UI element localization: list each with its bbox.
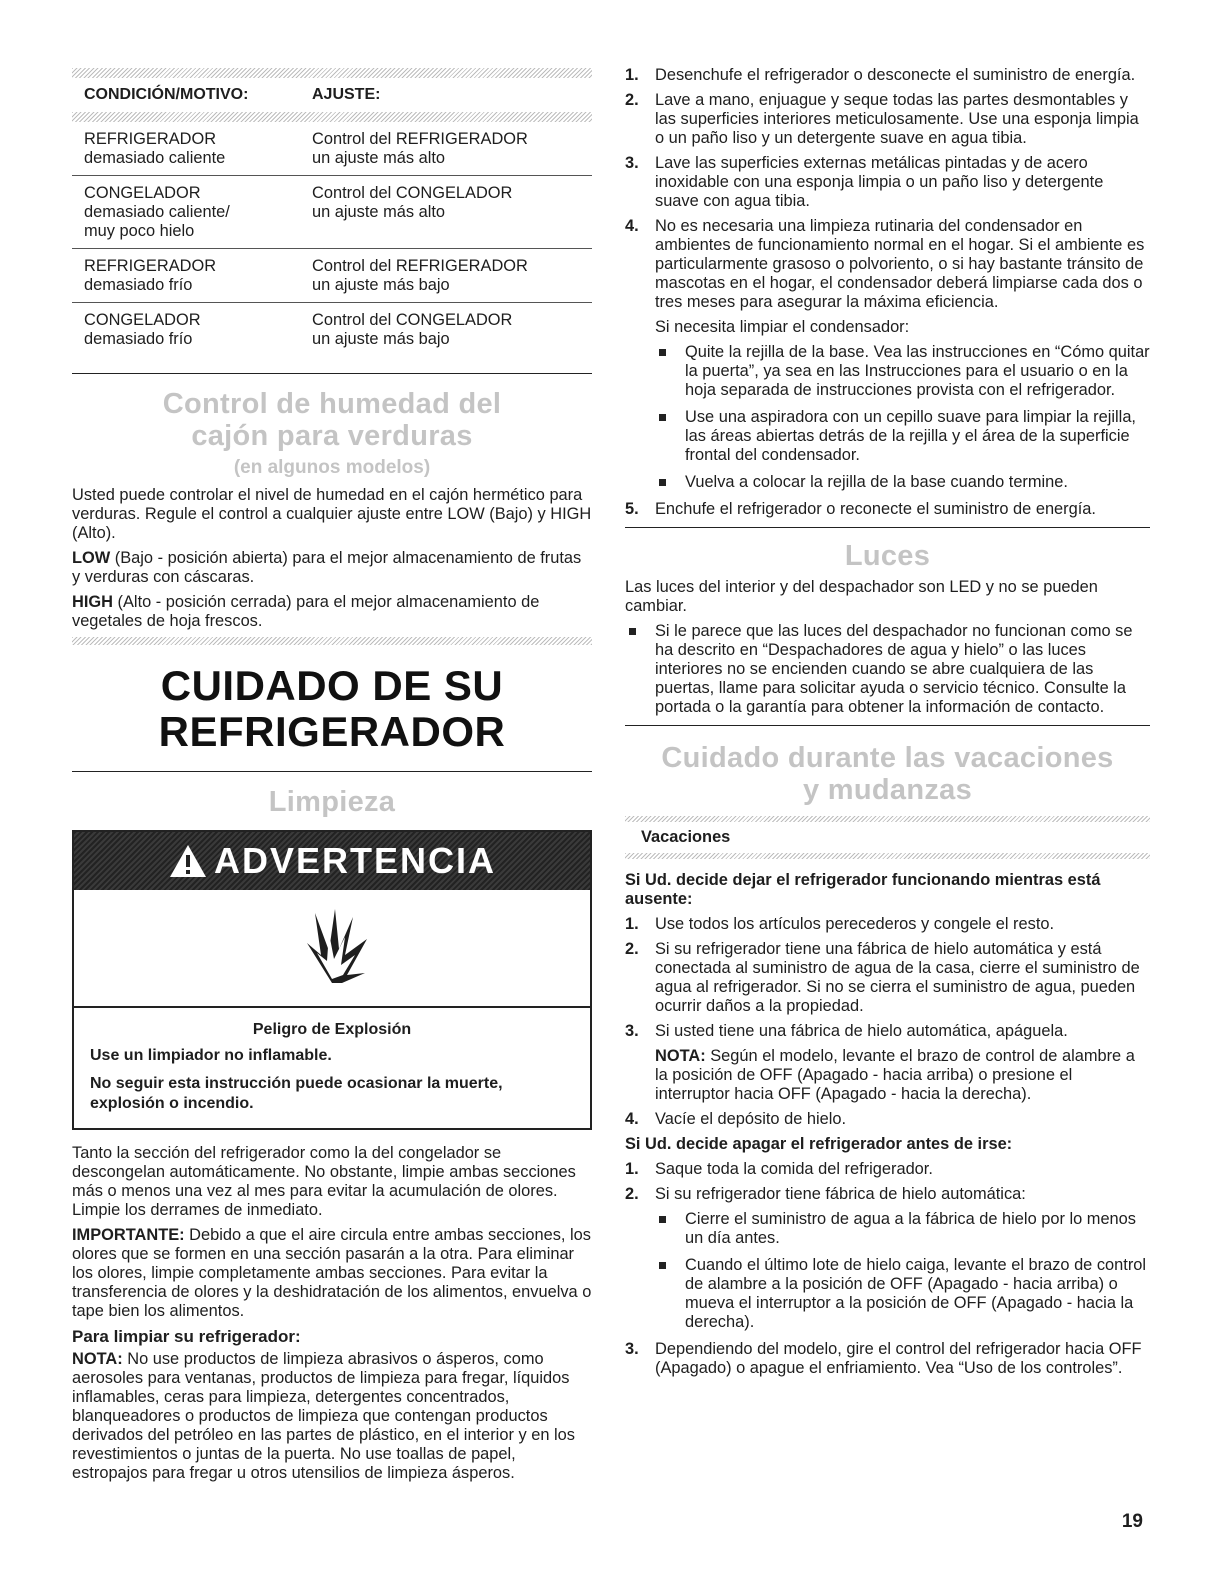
- table-cell-condition: [72, 184, 312, 241]
- cell-line: un ajuste más bajo: [312, 330, 450, 348]
- list-item: [625, 500, 1150, 519]
- cell-line: CONGELADOR: [84, 184, 201, 202]
- cell-line: REFRIGERADOR: [84, 130, 217, 148]
- cleaning-steps-end: [625, 500, 1150, 519]
- list-item: [655, 1210, 1150, 1248]
- warning-line: No seguir esta instrucción puede ocasionar la muerte, explosión o incendio.: [90, 1075, 503, 1112]
- warning-box: [72, 830, 592, 1130]
- humidity-section: [72, 388, 592, 631]
- step-text: Vacíe el depósito de hielo.: [655, 1110, 847, 1128]
- warning-line: Use un limpiador no inflamable.: [90, 1047, 332, 1064]
- bullet-text: Si le parece que las luces del despachador no funcionan como se ha descrito en “Despachadores de agua y hielo” o las luces interiores no se encienden cuando se abre cualquiera de las puertas, llame para solicitar ayuda o servicio técnico. Consulte la portada o la garantía para obtener la información de contacto.: [655, 622, 1133, 716]
- hatch-divider: [72, 112, 592, 122]
- list-item: [625, 91, 1150, 148]
- section-title: Luces: [844, 540, 931, 572]
- step-text: Dependiendo del modelo, gire el control del refrigerador hacia OFF (Apagado) o apague el enfriamiento. Vea “Uso de los controles”.: [655, 1340, 1142, 1377]
- subheading: Vacaciones: [641, 828, 731, 846]
- paragraph: [72, 549, 592, 587]
- term-label: NOTA:: [72, 1350, 123, 1368]
- table-row: [72, 176, 592, 249]
- list-item: [655, 1256, 1150, 1332]
- bullet-icon: [625, 622, 655, 717]
- step-number: 2.: [625, 91, 639, 109]
- section-rule: [72, 771, 592, 772]
- warning-body: [74, 1008, 590, 1128]
- table-header: [72, 78, 592, 112]
- cell-line: Control del REFRIGERADOR: [312, 257, 528, 275]
- cleaning-steps: [625, 66, 1150, 337]
- cell-line: muy poco hielo: [84, 222, 195, 240]
- step-text: Si necesita limpiar el condensador:: [655, 318, 910, 336]
- step-text: No es necesaria una limpieza rutinaria del condensador en ambientes de funcionamiento normal en el hogar. Si el ambiente es particularmente grasoso o polvoriento, o si hay bastante tránsito de mascotas en el hogar, el condensador deberá limpiarse cada dos o tres meses para asegurar la máxima eficiencia.: [655, 217, 1145, 311]
- step-text: Use todos los artículos perecederos y congele el resto.: [655, 915, 1055, 933]
- term-text: No use productos de limpieza abrasivos o ásperos, como aerosoles para ventanas, productos de limpieza para fregar, líquidos inflamables, ceras para limpieza, detergentes concentrados, blanqueadores o productos de limpieza que contengan productos derivados del petróleo en las partes de plástico, en el interior y en los revestimientos o juntas de la puerta. No use toallas de papel, estropajos para fregar u otros utensilios de limpieza ásperos.: [72, 1350, 575, 1482]
- table-row: [72, 122, 592, 176]
- paragraph: [72, 1226, 592, 1321]
- hatch-divider: [72, 68, 592, 78]
- step-text: Si su refrigerador tiene fábrica de hielo automática:: [655, 1185, 1026, 1203]
- table-header-condition: CONDICIÓN/MOTIVO:: [84, 86, 249, 103]
- list-item: [655, 473, 1150, 492]
- table-header-setting: AJUSTE:: [312, 86, 381, 103]
- cell-line: demasiado frío: [84, 330, 193, 348]
- term-label: LOW: [72, 549, 111, 567]
- step-note: [655, 1047, 1150, 1104]
- subheading: Si Ud. decide apagar el refrigerador antes de irse:: [625, 1135, 1013, 1153]
- bullet-text: Use una aspiradora con un cepillo suave para limpiar la rejilla, las áreas abiertas detrás de la rejilla y el área de la superficie frontal del condensador.: [685, 408, 1136, 464]
- cell-line: REFRIGERADOR: [84, 257, 217, 275]
- cell-line: demasiado caliente/: [84, 203, 230, 221]
- lights-bullets: [625, 622, 1150, 717]
- step-body: [655, 1022, 1150, 1104]
- section-subtitle: (en algunos modelos): [233, 457, 431, 478]
- cell-line: un ajuste más alto: [312, 203, 446, 221]
- table-cell-setting: [312, 311, 592, 349]
- section-rule: [625, 527, 1150, 528]
- hatch-divider: [625, 853, 1150, 859]
- section-rule: [625, 725, 1150, 726]
- step-text: Lave las superficies externas metálicas pintadas y de acero inoxidable con una esponja limpia o un paño liso y detergente suave con agua tibia.: [655, 154, 1104, 210]
- section-title: cajón para verduras: [191, 420, 473, 452]
- cleaning-section: [72, 1144, 592, 1483]
- list-item: [655, 343, 1150, 400]
- cell-line: Control del CONGELADOR: [312, 184, 513, 202]
- cell-line: CONGELADOR: [84, 311, 201, 329]
- step-number: 1.: [625, 1160, 639, 1178]
- bullet-icon: [655, 1210, 685, 1248]
- paragraph: Las luces del interior y del despachador son LED y no se pueden cambiar.: [625, 578, 1098, 615]
- step-number: 3.: [625, 154, 639, 172]
- step-body: [655, 217, 1150, 337]
- term-text: (Alto - posición cerrada) para el mejor almacenamiento de vegetales de hoja frescos.: [72, 593, 540, 630]
- list-item: [625, 154, 1150, 211]
- step-number: 2.: [625, 1185, 639, 1203]
- right-column: [625, 66, 1150, 1384]
- step-text: Si usted tiene una fábrica de hielo automática, apáguela.: [655, 1022, 1068, 1040]
- vacation-steps: [625, 915, 1150, 1129]
- term-text: Según el modelo, levante el brazo de control de alambre a la posición de OFF (Apagado - hacia arriba) o presione el interruptor hacia OFF (Apagado - hacia la derecha).: [655, 1047, 1135, 1103]
- shutdown-steps-end: [625, 1340, 1150, 1378]
- table-row: [72, 249, 592, 303]
- step-text: Lave a mano, enjuague y seque todas las partes desmontables y las superficies interiores meticulosamente. Use una esponja limpia o un paño liso y un detergente suave en agua tibia.: [655, 91, 1139, 147]
- term-label: NOTA:: [655, 1047, 706, 1065]
- care-title: [72, 663, 592, 755]
- hatch-divider: [72, 637, 592, 645]
- table-cell-condition: [72, 311, 312, 349]
- bullet-icon: [655, 1256, 685, 1332]
- cell-line: demasiado frío: [84, 276, 193, 294]
- subheading: Para limpiar su refrigerador:: [72, 1327, 301, 1346]
- bullet-text: Cierre el suministro de agua a la fábrica de hielo por lo menos un día antes.: [685, 1210, 1136, 1247]
- step-number: 2.: [625, 940, 639, 958]
- cell-line: Control del REFRIGERADOR: [312, 130, 528, 148]
- explosion-icon: [287, 903, 377, 993]
- page-title: REFRIGERADOR: [158, 708, 506, 755]
- step-number: 5.: [625, 500, 639, 518]
- step-number: 3.: [625, 1022, 639, 1040]
- cell-line: Control del CONGELADOR: [312, 311, 513, 329]
- paragraph: [72, 593, 592, 631]
- list-item: [655, 408, 1150, 465]
- paragraph: Usted puede controlar el nivel de humedad en el cajón hermético para verduras. Regule el control a cualquier ajuste entre LOW (Bajo) y HIGH (Alto).: [72, 486, 592, 542]
- section-title: Limpieza: [268, 786, 396, 818]
- step-number: 4.: [625, 1110, 639, 1128]
- step-number: 4.: [625, 217, 639, 235]
- table-cell-setting: [312, 257, 592, 295]
- table-cell-setting: [312, 130, 592, 168]
- term-label: IMPORTANTE:: [72, 1226, 185, 1244]
- condenser-bullets: [655, 343, 1150, 492]
- warning-heading: ADVERTENCIA: [213, 840, 496, 881]
- bullet-text: Vuelva a colocar la rejilla de la base cuando termine.: [685, 473, 1068, 491]
- list-item: [625, 1022, 1150, 1104]
- page-number: 19: [1121, 1511, 1143, 1532]
- step-text: Si su refrigerador tiene una fábrica de hielo automática y está conectada al suministro de agua de la casa, cierre el suministro de agua al refrigerador. Si no se cierra el suministro de agua, pueden ocurrir daños a la propiedad.: [655, 940, 1140, 1015]
- warning-danger: Peligro de Explosión: [252, 1021, 412, 1038]
- list-item: [625, 1185, 1150, 1204]
- step-number: 1.: [625, 915, 639, 933]
- term-label: HIGH: [72, 593, 113, 611]
- section-title: y mudanzas: [803, 774, 972, 806]
- cell-line: un ajuste más alto: [312, 149, 446, 167]
- left-column: [72, 68, 592, 1489]
- section-title: Control de humedad del: [162, 388, 502, 420]
- list-item: [625, 217, 1150, 337]
- cell-line: un ajuste más bajo: [312, 276, 450, 294]
- step-number: 3.: [625, 1340, 639, 1358]
- shutdown-steps: [625, 1160, 1150, 1204]
- paragraph: [72, 1350, 592, 1483]
- bullet-icon: [655, 408, 685, 465]
- bullet-text: Quite la rejilla de la base. Vea las instrucciones en “Cómo quitar la puerta”, ya sea en las Instrucciones para el usuario o en la hoja separada de instrucciones provista con el refrigerador.: [685, 343, 1150, 399]
- paragraph: Tanto la sección del refrigerador como la del congelador se descongelan automáticamente. No obstante, limpie ambas secciones más o menos una vez al mes para evitar la acumulación de olores. Limpie los derrames de inmediato.: [72, 1144, 576, 1219]
- list-item: [625, 940, 1150, 1016]
- list-item: [625, 1160, 1150, 1179]
- step-text: Saque toda la comida del refrigerador.: [655, 1160, 933, 1178]
- table-cell-condition: [72, 257, 312, 295]
- list-item: [625, 915, 1150, 934]
- table-cell-setting: [312, 184, 592, 241]
- term-text: (Bajo - posición abierta) para el mejor almacenamiento de frutas y verduras con cáscaras.: [72, 549, 582, 586]
- bullet-icon: [655, 343, 685, 400]
- step-text: Enchufe el refrigerador o reconecte el suministro de energía.: [655, 500, 1096, 518]
- table-row: [72, 303, 592, 373]
- step-number: 1.: [625, 66, 639, 84]
- warning-header: [74, 832, 590, 890]
- bullet-text: Cuando el último lote de hielo caiga, levante el brazo de control de alambre a la posición de OFF (Apagado - hacia arriba) o mueva el interruptor a la posición de OFF (Apagado - hacia la derecha).: [685, 1256, 1147, 1331]
- page-title: CUIDADO DE SU: [160, 662, 504, 709]
- warning-triangle-icon: [168, 843, 208, 879]
- list-item: [625, 66, 1150, 85]
- cell-line: demasiado caliente: [84, 149, 226, 167]
- bullet-icon: [655, 473, 685, 492]
- list-item: [625, 1110, 1150, 1129]
- section-rule: [72, 373, 592, 374]
- step-text: Desenchufe el refrigerador o desconecte el suministro de energía.: [655, 66, 1136, 84]
- list-item: [625, 1340, 1150, 1378]
- settings-table: [72, 122, 592, 373]
- subheading: Si Ud. decide dejar el refrigerador funcionando mientras está ausente:: [625, 871, 1101, 908]
- table-cell-condition: [72, 130, 312, 168]
- shutdown-bullets: [655, 1210, 1150, 1332]
- section-title: Cuidado durante las vacaciones: [661, 742, 1114, 774]
- term-text: Debido a que el aire circula entre ambas secciones, los olores que se formen en una sección pasarán a la otra. Para eliminar los olores, limpie completamente ambas secciones. Para evitar la transferencia de olores y la deshidratación de los alimentos, envuelva o tape bien los alimentos.: [72, 1226, 592, 1320]
- explosion-pictogram: [74, 890, 590, 1008]
- list-item: [625, 622, 1150, 717]
